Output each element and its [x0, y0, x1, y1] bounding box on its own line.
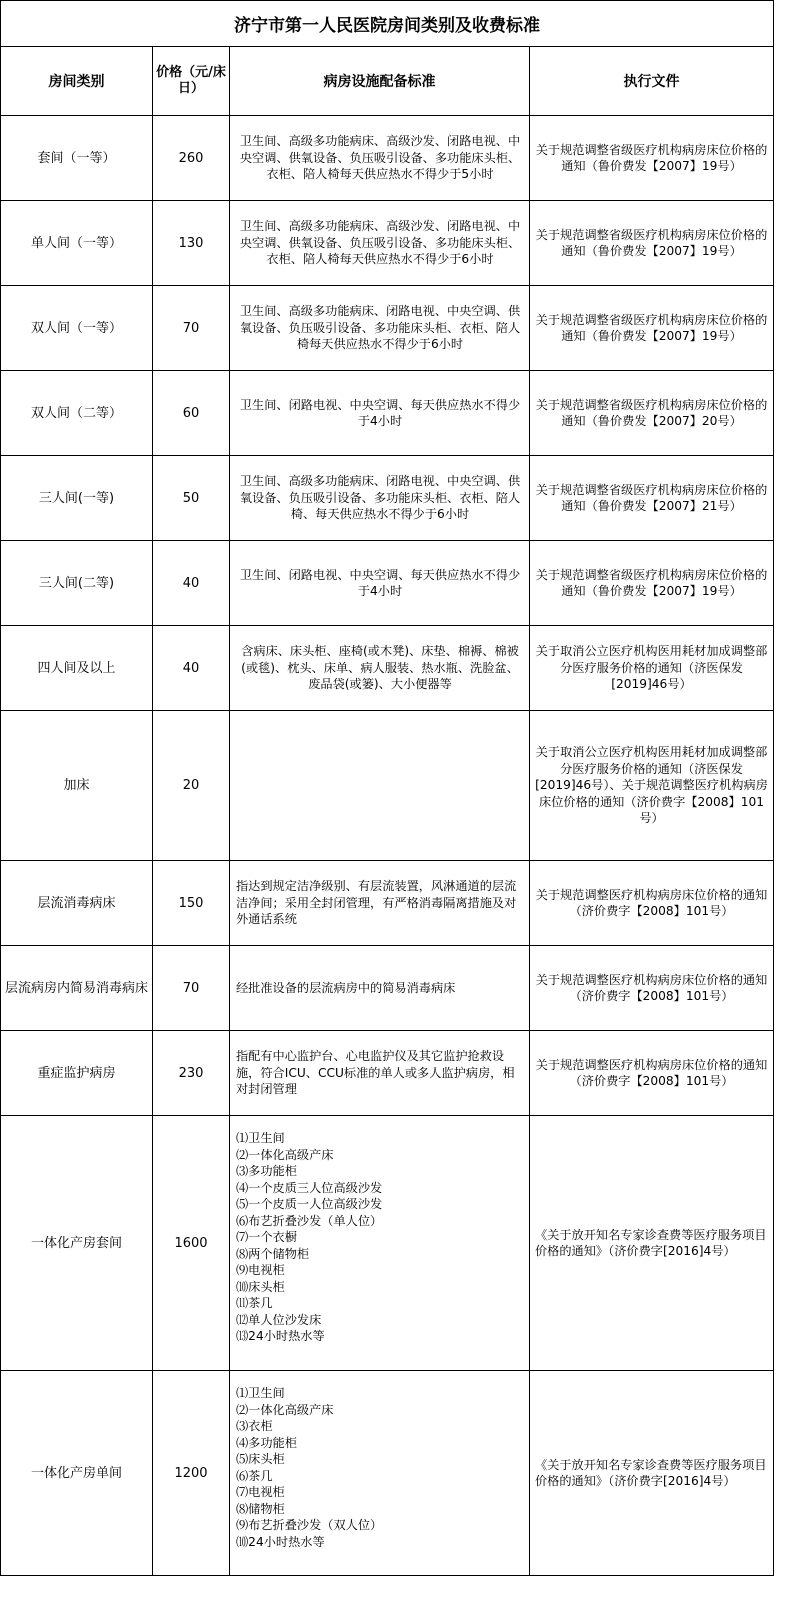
table-row [1, 541, 774, 626]
room-facilities: 指配有中心监护台、心电监护仪及其它监护抢救设施，符合ICU、CCU标准的单人或多人监护病房，相对封闭管理 [230, 1031, 530, 1116]
room-price: 60 [153, 371, 230, 456]
room-price: 1200 [153, 1371, 230, 1576]
room-facilities: 含病床、床头柜、座椅(或木凳)、床垫、棉褥、棉被(或毯)、枕头、床单、病人服装、热水瓶、洗脸盆、废品袋(或篓)、大小便器等 [230, 626, 530, 711]
room-document: 关于规范调整省级医疗机构病房床位价格的通知（鲁价费发【2007】19号） [530, 116, 774, 201]
room-document: 《关于放开知名专家诊查费等医疗服务项目价格的通知》（济价费字[2016]4号） [530, 1116, 774, 1371]
room-document: 关于规范调整省级医疗机构病房床位价格的通知（鲁价费发【2007】19号） [530, 286, 774, 371]
room-document: 关于规范调整省级医疗机构病房床位价格的通知（鲁价费发【2007】21号） [530, 456, 774, 541]
header-document: 执行文件 [530, 47, 774, 116]
room-facilities: 指达到规定洁净级别、有层流装置，风淋通道的层流洁净间；采用全封闭管理，有严格消毒隔离措施及对外通话系统 [230, 861, 530, 946]
room-document: 关于规范调整省级医疗机构病房床位价格的通知（鲁价费发【2007】19号） [530, 201, 774, 286]
room-facilities: 卫生间、闭路电视、中央空调、每天供应热水不得少于4小时 [230, 541, 530, 626]
room-price: 50 [153, 456, 230, 541]
list-item: ⑵一体化高级产床 [236, 1147, 334, 1162]
room-category: 层流消毒病床 [1, 861, 153, 946]
list-item: ⑸一个皮质一人位高级沙发 [236, 1197, 383, 1211]
room-category: 四人间及以上 [1, 626, 153, 711]
room-price: 260 [153, 116, 230, 201]
room-price: 20 [153, 711, 230, 861]
list-item: ⑴卫生间 [236, 1131, 285, 1145]
list-item: ⑻储物柜 [236, 1501, 285, 1516]
list-item: ⑵一体化高级产床 [236, 1402, 334, 1417]
room-document: 《关于放开知名专家诊查费等医疗服务项目价格的通知》（济价费字[2016]4号） [530, 1371, 774, 1576]
room-category: 三人间(二等) [1, 541, 153, 626]
table-row [1, 946, 774, 1031]
room-price: 40 [153, 626, 230, 711]
room-category: 层流病房内简易消毒病床 [1, 946, 153, 1031]
room-facilities: 卫生间、高级多功能病床、闭路电视、中央空调、供氧设备、负压吸引设备、多功能床头柜、衣柜、陪人椅、每天供应热水不得少于6小时 [230, 456, 530, 541]
room-category: 重症监护病房 [1, 1031, 153, 1116]
room-price: 1600 [153, 1116, 230, 1371]
room-price: 230 [153, 1031, 230, 1116]
room-document: 关于规范调整医疗机构病房床位价格的通知（济价费字【2008】101号） [530, 1031, 774, 1116]
list-item: ⑶衣柜 [236, 1419, 273, 1433]
list-item: ⑽床头柜 [236, 1279, 285, 1294]
room-category: 加床 [1, 711, 153, 861]
room-document: 关于规范调整省级医疗机构病房床位价格的通知（鲁价费发【2007】19号） [530, 541, 774, 626]
table-row [1, 371, 774, 456]
room-facilities-list [230, 1371, 530, 1576]
list-item: ⑼布艺折叠沙发（双人位） [236, 1518, 383, 1532]
table-row [1, 116, 774, 201]
list-item: ⑿单人位沙发床 [236, 1312, 322, 1327]
room-document: 关于规范调整医疗机构病房床位价格的通知（济价费字【2008】101号） [530, 946, 774, 1031]
table-row [1, 626, 774, 711]
room-facilities: 卫生间、高级多功能病床、高级沙发、闭路电视、中央空调、供氧设备、负压吸引设备、多功能床头柜、衣柜、陪人椅每天供应热水不得少于6小时 [230, 201, 530, 286]
room-price: 70 [153, 946, 230, 1031]
list-item: ⑹布艺折叠沙发（单人位） [236, 1213, 383, 1228]
header-facilities: 病房设施配备标准 [230, 47, 530, 116]
room-price: 70 [153, 286, 230, 371]
list-item: ⑺一个衣橱 [236, 1230, 297, 1244]
room-facilities-list [230, 1116, 530, 1371]
room-document: 关于规范调整省级医疗机构病房床位价格的通知（鲁价费发【2007】20号） [530, 371, 774, 456]
room-price: 130 [153, 201, 230, 286]
room-category: 一体化产房套间 [1, 1116, 153, 1371]
room-facilities: 经批准设备的层流病房中的简易消毒病床 [230, 946, 530, 1031]
list-item: ⑽24小时热水等 [236, 1534, 325, 1549]
room-document: 关于取消公立医疗机构医用耗材加成调整部分医疗服务价格的通知（济医保发[2019]46号） [530, 626, 774, 711]
table-row [1, 201, 774, 286]
list-item: ⑾茶几 [236, 1296, 273, 1310]
table-row [1, 861, 774, 946]
list-item: ⑹茶几 [236, 1468, 273, 1483]
room-price: 150 [153, 861, 230, 946]
list-item: ⑴卫生间 [236, 1386, 285, 1400]
list-item: ⑻两个储物柜 [236, 1246, 310, 1261]
table-row [1, 1116, 774, 1371]
list-item: ⑶多功能柜 [236, 1164, 297, 1178]
list-item: ⑷多功能柜 [236, 1435, 297, 1450]
room-document: 关于规范调整医疗机构病房床位价格的通知（济价费字【2008】101号） [530, 861, 774, 946]
room-category: 单人间（一等） [1, 201, 153, 286]
room-facilities: 卫生间、高级多功能病床、闭路电视、中央空调、供氧设备、负压吸引设备、多功能床头柜、衣柜、陪人椅每天供应热水不得少于6小时 [230, 286, 530, 371]
list-item: ⒀24小时热水等 [236, 1329, 325, 1343]
table-row [1, 286, 774, 371]
table-row [1, 456, 774, 541]
room-facilities: 卫生间、高级多功能病床、高级沙发、闭路电视、中央空调、供氧设备、负压吸引设备、多功能床头柜、衣柜、陪人椅每天供应热水不得少于5小时 [230, 116, 530, 201]
room-category: 双人间（一等） [1, 286, 153, 371]
header-category: 房间类别 [1, 47, 153, 116]
room-price: 40 [153, 541, 230, 626]
list-item: ⑺电视柜 [236, 1485, 285, 1499]
room-category: 三人间(一等) [1, 456, 153, 541]
list-item: ⑸床头柜 [236, 1452, 285, 1466]
header-price: 价格（元/床日） [153, 47, 230, 116]
table-row [1, 1371, 774, 1576]
table-row [1, 711, 774, 861]
room-document: 关于取消公立医疗机构医用耗材加成调整部分医疗服务价格的通知（济医保发[2019]46号）、关于规范调整医疗机构病房床位价格的通知（济价费字【2008】101号） [530, 711, 774, 861]
list-item: ⑼电视柜 [236, 1263, 285, 1277]
room-facilities [230, 711, 530, 861]
room-category: 套间（一等） [1, 116, 153, 201]
table-row [1, 1031, 774, 1116]
room-category: 一体化产房单间 [1, 1371, 153, 1576]
table-header-row [1, 47, 774, 116]
room-facilities: 卫生间、闭路电视、中央空调、每天供应热水不得少于4小时 [230, 371, 530, 456]
page-title: 济宁市第一人民医院房间类别及收费标准 [1, 1, 774, 47]
list-item: ⑷一个皮质三人位高级沙发 [236, 1180, 383, 1195]
room-category: 双人间（二等） [1, 371, 153, 456]
